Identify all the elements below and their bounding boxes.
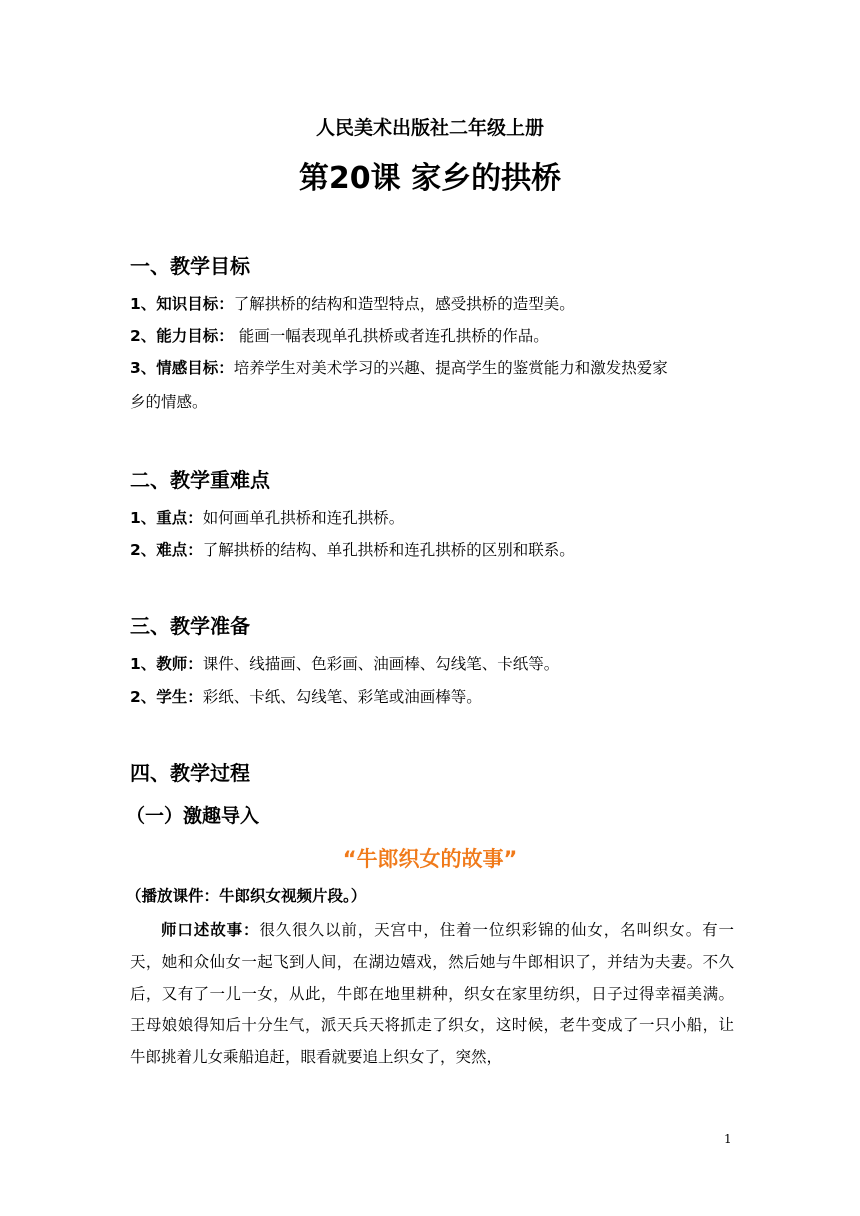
difficult-point-label: 2、难点：: [130, 541, 203, 559]
prep-label: 2、学生：: [130, 688, 203, 706]
section-heading-process: 四、教学过程: [130, 761, 250, 785]
prep-label: 1、教师：: [130, 655, 203, 673]
publisher-line: 人民美术出版社二年级上册: [315, 117, 544, 139]
page-number: 1: [724, 1132, 732, 1146]
lesson-title: 第20课 家乡的拱桥: [298, 161, 562, 196]
prep-text: 彩纸、卡纸、勾线笔、彩笔或油画棒等。: [202, 688, 482, 706]
sub-heading-intro: （一）激趣导入: [126, 805, 260, 827]
prep-teacher: [130, 652, 559, 674]
difficult-point-text: 了解拱桥的结构、单孔拱桥和连孔拱桥的区别和联系。: [202, 541, 575, 559]
courseware-note: （播放课件：牛郎织女视频片段。）: [126, 887, 367, 905]
section-heading-key-points: 二、教学重难点: [130, 468, 270, 492]
objective-text: 了解拱桥的结构和造型特点，感受拱桥的造型美。: [233, 295, 575, 313]
story-paragraph-label: 师口述故事：: [161, 921, 260, 939]
objective-ability: [130, 324, 549, 346]
prep-student: [130, 685, 482, 707]
section-heading-objectives: 一、教学目标: [130, 254, 250, 278]
objective-emotion-continued: 乡的情感。: [130, 393, 208, 411]
objective-knowledge: [130, 292, 575, 314]
objective-emotion: [130, 356, 668, 378]
story-paragraph-text: 很久很久以前，天宫中，住着一位织彩锦的仙女，名叫织女。有一天，她和众仙女一起飞到人间，在湖边嬉戏，然后她与牛郎相识了，并结为夫妻。不久后，又有了一儿一女，从此，牛郎在地里耕种，织女在家里纺织，日子过得幸福美满。王母娘娘得知后十分生气，派天兵天将抓走了织女，这时候，老牛变成了一只小船，让牛郎挑着儿女乘船追赶，眼看就要追上织女了，突然，: [130, 921, 734, 1067]
objective-label: 1、知识目标：: [130, 295, 234, 313]
story-paragraph: [130, 915, 734, 1074]
key-point-label: 1、重点：: [130, 509, 203, 527]
objective-label: 3、情感目标：: [130, 359, 234, 377]
objective-text: 培养学生对美术学习的兴趣、提高学生的鉴赏能力和激发热爱家: [233, 359, 668, 377]
key-point-text: 如何画单孔拱桥和连孔拱桥。: [202, 509, 405, 527]
story-title: “牛郎织女的故事”: [342, 847, 518, 871]
section-heading-preparation: 三、教学准备: [130, 614, 250, 638]
key-point: [130, 506, 404, 528]
prep-text: 课件、线描画、色彩画、油画棒、勾线笔、卡纸等。: [202, 655, 560, 673]
difficult-point: [130, 538, 575, 560]
objective-text: 能画一幅表现单孔拱桥或者连孔拱桥的作品。: [233, 327, 549, 345]
objective-label: 2、能力目标：: [130, 327, 234, 345]
